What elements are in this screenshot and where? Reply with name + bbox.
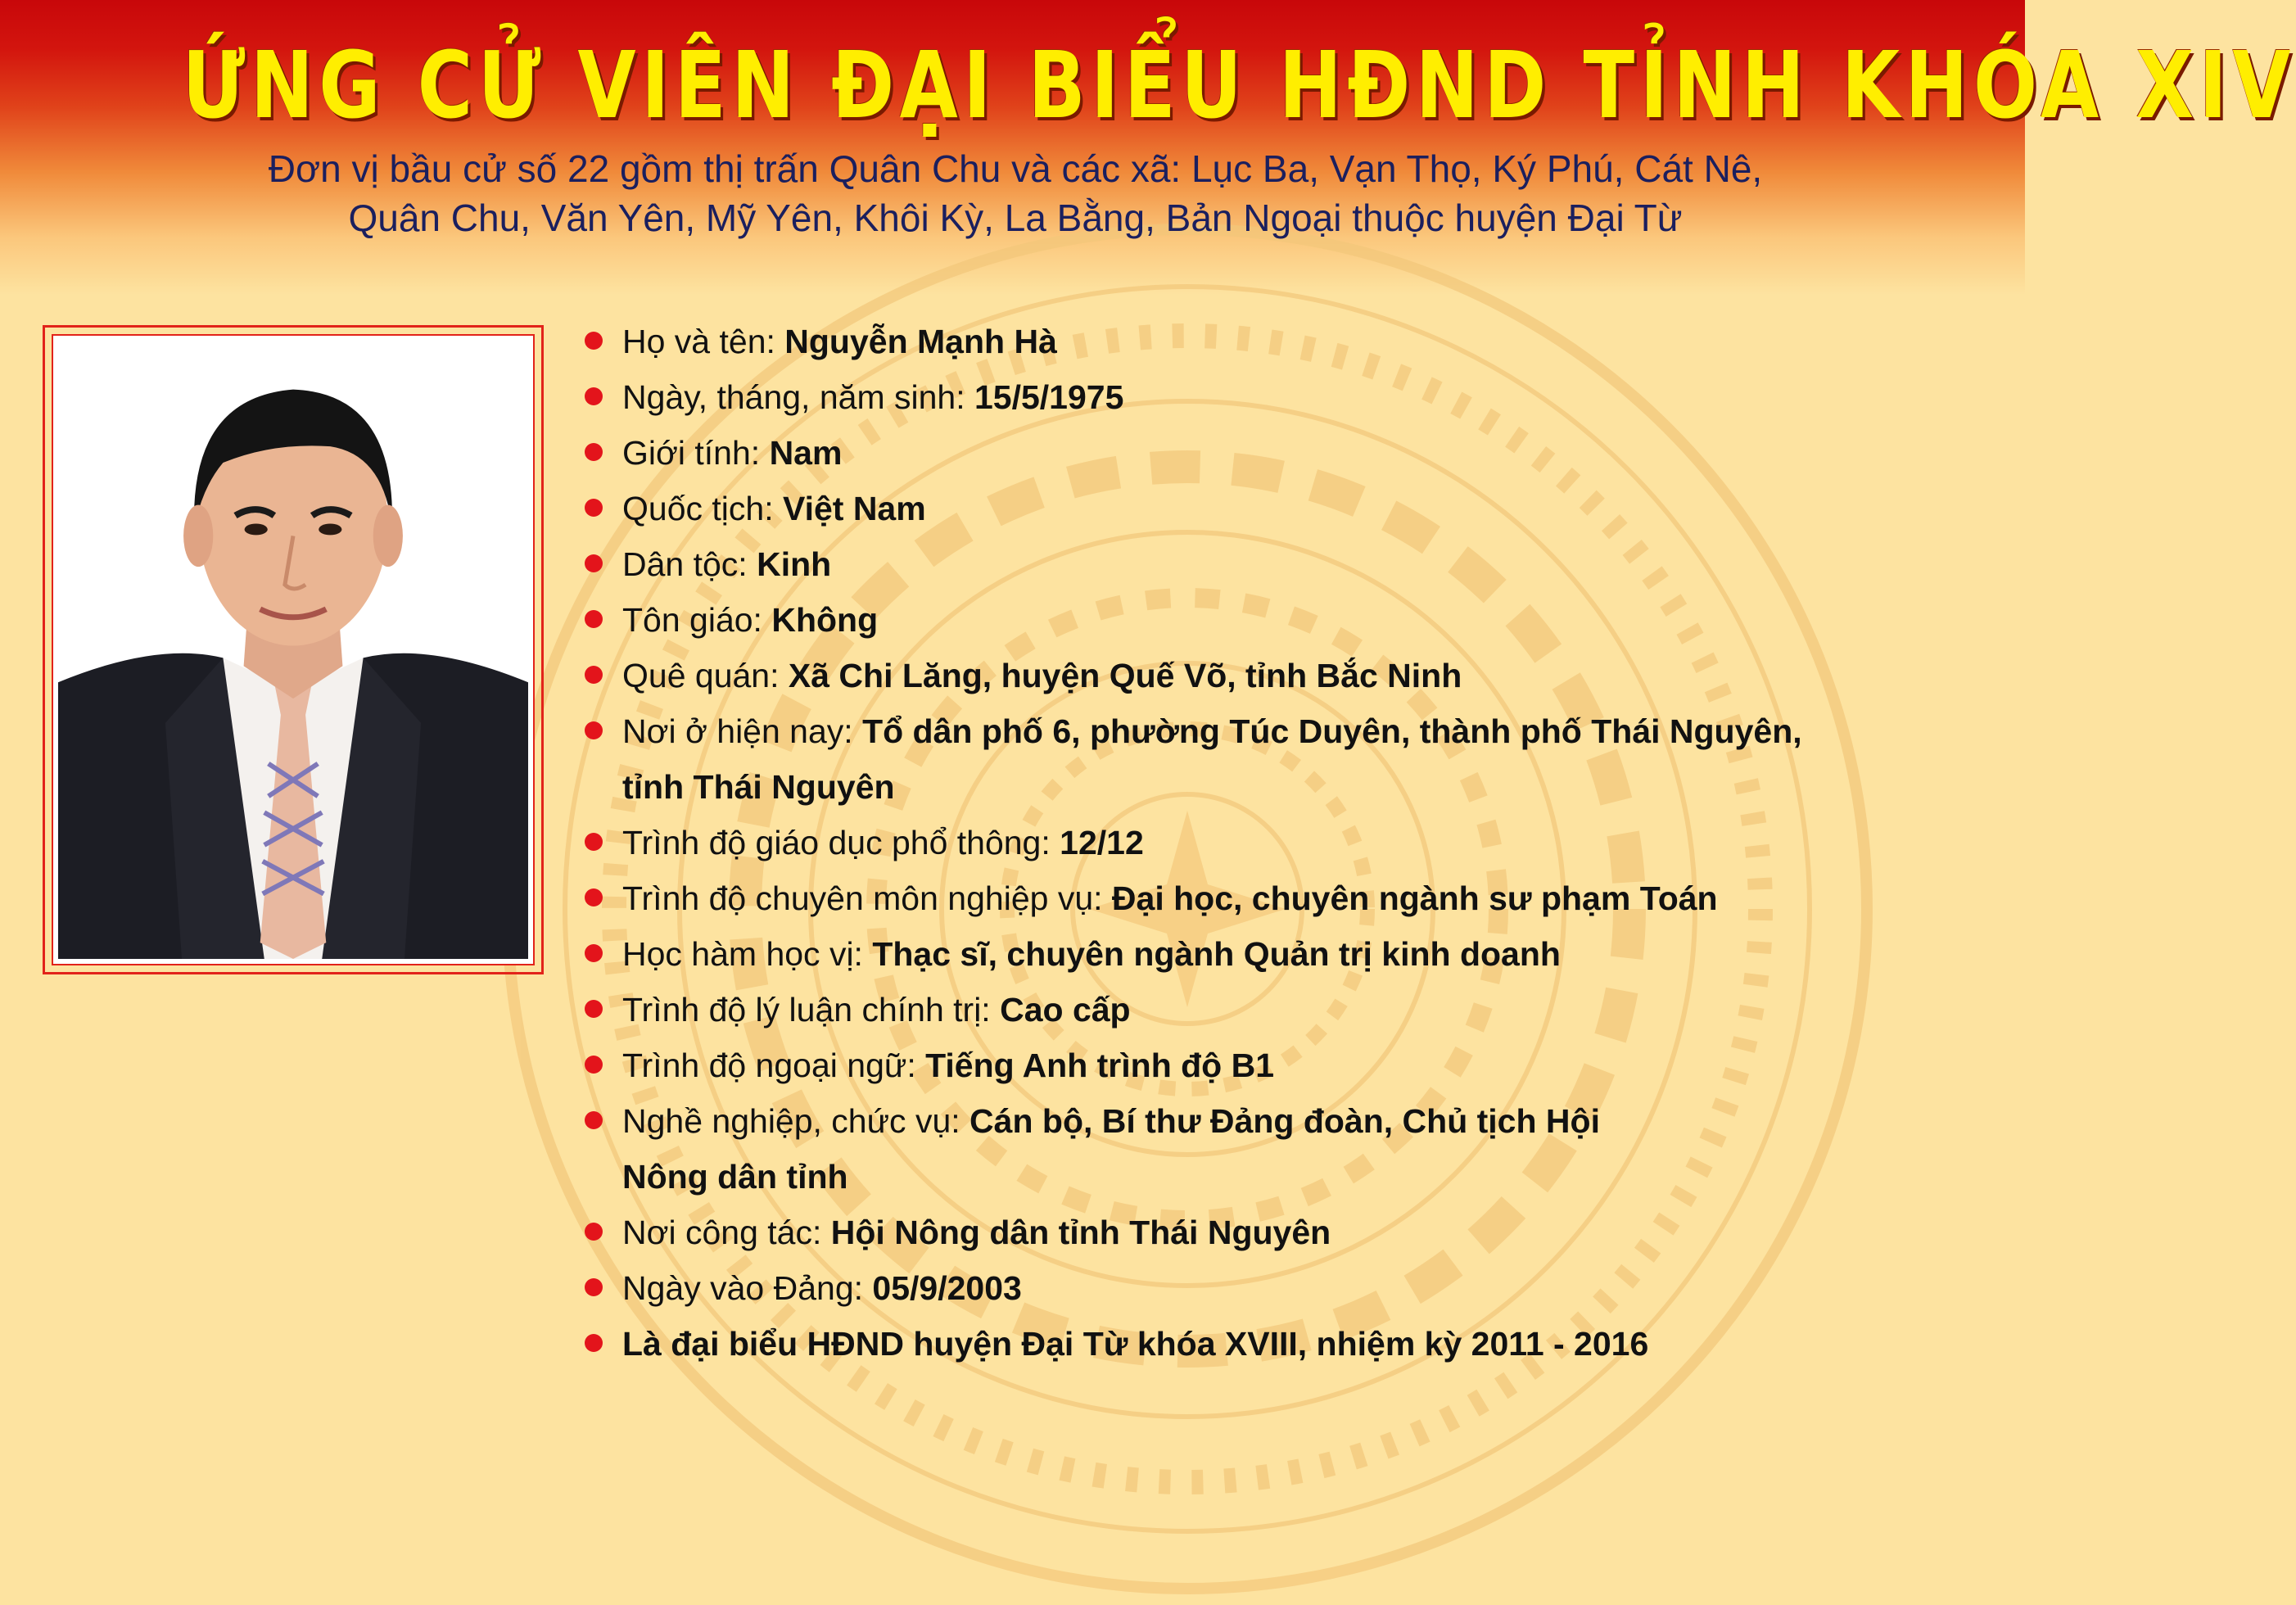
info-item-current-residence <box>578 703 2011 815</box>
photo-frame <box>43 325 544 974</box>
info-item-occupation-position <box>578 1093 2011 1205</box>
info-label: Nơi công tác: <box>622 1214 831 1251</box>
bullet-icon <box>585 1334 603 1352</box>
info-label: Dân tộc: <box>622 545 757 583</box>
info-label: Trình độ lý luận chính trị: <box>622 991 1001 1029</box>
info-item-full-name <box>578 314 2011 369</box>
info-value: Hội Nông dân tỉnh Thái Nguyên <box>830 1214 1331 1251</box>
bullet-icon <box>585 666 603 684</box>
bullet-icon <box>585 387 603 405</box>
bullet-icon <box>585 1000 603 1018</box>
candidate-info-list <box>578 314 2011 1372</box>
info-label: Giới tính: <box>622 434 770 472</box>
bullet-icon <box>585 1056 603 1074</box>
info-value: Xã Chi Lăng, huyện Quế Võ, tỉnh Bắc Ninh <box>788 657 1462 694</box>
info-item-academic-degree <box>578 926 2011 982</box>
info-label: Nghề nghiệp, chức vụ: <box>622 1102 970 1140</box>
bullet-icon <box>585 1223 603 1241</box>
info-value-continued: tỉnh Thái Nguyên <box>622 768 895 806</box>
candidate-photo <box>52 334 535 965</box>
bullet-icon <box>585 721 603 739</box>
info-item-birth-date <box>578 369 2011 425</box>
info-item-hometown <box>578 648 2011 703</box>
info-item-religion <box>578 592 2011 648</box>
info-label: Quê quán: <box>622 657 789 694</box>
info-item-gender <box>578 425 2011 481</box>
info-value: Cao cấp <box>1000 991 1131 1029</box>
info-label: Học hàm học vị: <box>622 935 873 973</box>
page-title: ỨNG CỬ VIÊN ĐẠI BIỂU HĐND TỈNH KHÓA XIV <box>182 33 2296 139</box>
info-value: 15/5/1975 <box>974 378 1124 416</box>
info-item-foreign-language <box>578 1038 2011 1093</box>
info-value: 12/12 <box>1060 824 1144 861</box>
bullet-icon <box>585 332 603 350</box>
info-item-ethnicity <box>578 536 2011 592</box>
subtitle-line: Đơn vị bầu cử số 22 gồm thị trấn Quân Chu và các xã: Lục Ba, Vạn Thọ, Ký Phú, Cát Nê, <box>268 147 1763 190</box>
subtitle-line: Quân Chu, Văn Yên, Mỹ Yên, Khôi Kỳ, La Bằng, Bản Ngoại thuộc huyện Đại Từ <box>348 197 1683 239</box>
bullet-icon <box>585 833 603 851</box>
info-item-professional-level <box>578 870 2011 926</box>
info-label: Ngày, tháng, năm sinh: <box>622 378 974 416</box>
bullet-icon <box>585 1111 603 1129</box>
info-label: Nơi ở hiện nay: <box>622 712 863 750</box>
info-value: Là đại biểu HĐND huyện Đại Từ khóa XVIII, nhiệm kỳ 2011 - 2016 <box>622 1325 1649 1363</box>
info-label: Trình độ giáo dục phổ thông: <box>622 824 1060 861</box>
info-value: Nguyễn Mạnh Hà <box>784 323 1057 360</box>
info-value: Việt Nam <box>782 490 926 527</box>
info-item-general-education <box>578 815 2011 870</box>
info-item-party-join-date <box>578 1260 2011 1316</box>
bullet-icon <box>585 554 603 572</box>
info-label: Trình độ ngoại ngữ: <box>622 1047 926 1084</box>
bullet-icon <box>585 944 603 962</box>
bullet-icon <box>585 888 603 906</box>
info-value: Nam <box>769 434 843 472</box>
portrait-photo-icon <box>58 341 528 959</box>
info-label: Ngày vào Đảng: <box>622 1269 873 1307</box>
info-label: Quốc tịch: <box>622 490 783 527</box>
info-label: Họ và tên: <box>622 323 785 360</box>
info-item-workplace <box>578 1205 2011 1260</box>
info-value: Cán bộ, Bí thư Đảng đoàn, Chủ tịch Hội <box>969 1102 1600 1140</box>
info-value: Tiếng Anh trình độ B1 <box>925 1047 1275 1084</box>
info-item-previous-term <box>578 1316 2011 1372</box>
info-item-political-theory <box>578 982 2011 1038</box>
info-value: Kinh <box>757 545 832 583</box>
bullet-icon <box>585 1278 603 1296</box>
bullet-icon <box>585 499 603 517</box>
bullet-icon <box>585 610 603 628</box>
info-value: Tổ dân phố 6, phường Túc Duyên, thành phố Thái Nguyên, <box>862 712 1802 750</box>
info-value: Đại học, chuyên ngành sư phạm Toán <box>1111 879 1718 917</box>
electoral-unit-description <box>123 144 1908 242</box>
info-value: 05/9/2003 <box>872 1269 1022 1307</box>
info-value: Không <box>771 601 879 639</box>
info-value-continued: Nông dân tỉnh <box>622 1158 848 1196</box>
info-value: Thạc sĩ, chuyên ngành Quản trị kinh doanh <box>872 935 1561 973</box>
info-label: Tôn giáo: <box>622 601 772 639</box>
bullet-icon <box>585 443 603 461</box>
info-label: Trình độ chuyên môn nghiệp vụ: <box>622 879 1112 917</box>
info-item-nationality <box>578 481 2011 536</box>
